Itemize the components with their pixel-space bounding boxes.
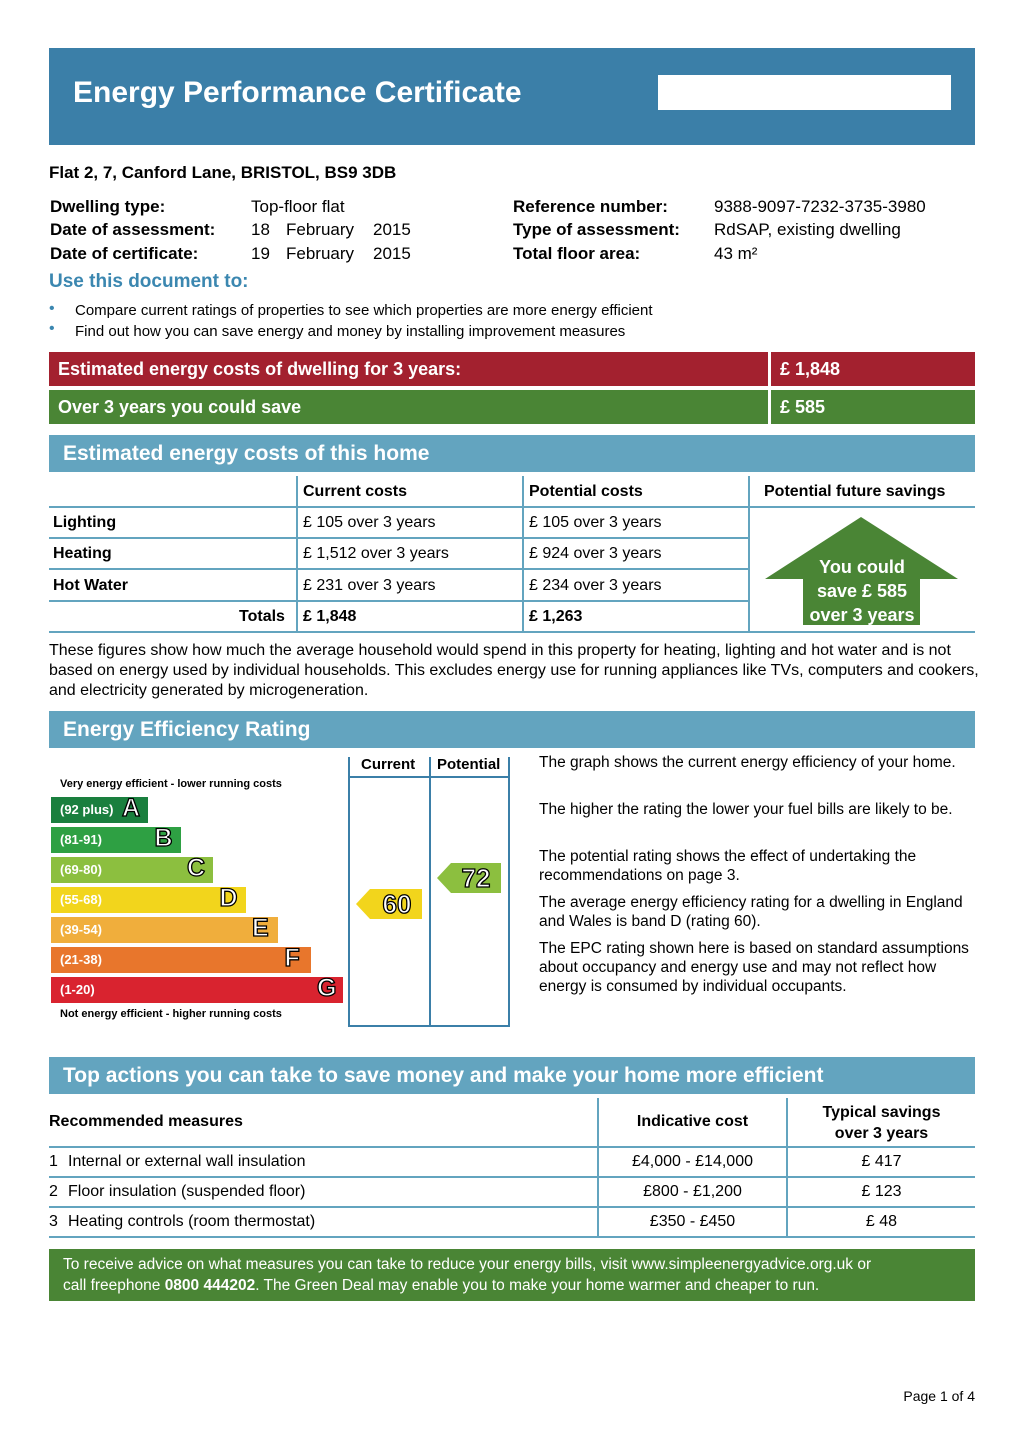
savings-arrow-line-2: save £ 585 xyxy=(816,581,908,601)
rating-explanation-5: The EPC rating shown here is based on standard assumptions about occupancy and energy use and may not reflect how energy is consumed by individual occupants. xyxy=(539,940,969,995)
col-recommended-measures: Recommended measures xyxy=(49,1113,243,1130)
divider xyxy=(49,600,749,602)
current-rating-value: 60 xyxy=(382,889,412,919)
rating-band-range: (1-20) xyxy=(60,982,95,997)
lighting-current: £ 105 over 3 years xyxy=(303,514,436,531)
rating-band-letter: B xyxy=(154,824,173,852)
costs-note: These figures show how much the average household would spend in this property for heating, lighting and hot water and is not based on energy used by individual households. This excludes energy use for running appliances like TVs, computers and cookers, and electricity generated by microgeneration. xyxy=(49,642,979,699)
divider xyxy=(49,1206,975,1208)
certificate-date-month: February xyxy=(286,244,355,263)
rating-explanation-4: The average energy efficiency rating for a dwelling in England and Wales is band D (rating 60). xyxy=(539,894,963,930)
certificate-date-day: 19 xyxy=(251,244,270,263)
rating-explanation-3: The potential rating shows the effect of undertaking the recommendations on page 3. xyxy=(539,848,917,884)
measure-cost: £350 - £450 xyxy=(649,1213,736,1230)
col-typical-savings xyxy=(788,1102,975,1144)
heating-current: £ 1,512 over 3 years xyxy=(303,545,449,562)
rating-explanation-2: The higher the rating the lower your fuel bills are likely to be. xyxy=(539,801,953,818)
use-document-title: Use this document to: xyxy=(49,271,249,292)
divider xyxy=(748,476,750,632)
rating-band-letter: D xyxy=(219,884,238,912)
divider xyxy=(49,1236,975,1238)
bullet-icon: • xyxy=(49,300,55,317)
measure-saving: £ 123 xyxy=(861,1183,902,1200)
rating-band-letter: E xyxy=(252,914,269,942)
advice-line-2 xyxy=(63,1275,961,1296)
measure-saving: £ 417 xyxy=(861,1153,902,1170)
measure-name: Heating controls (room thermostat) xyxy=(68,1213,316,1230)
divider xyxy=(49,568,749,570)
hot-water-potential: £ 234 over 3 years xyxy=(529,577,662,594)
potential-rating-value: 72 xyxy=(461,863,491,893)
dwelling-type-value: Top-floor flat xyxy=(251,197,345,216)
col-typical-savings-line-2: over 3 years xyxy=(834,1125,929,1142)
measure-cost: £4,000 - £14,000 xyxy=(632,1153,753,1170)
header-blank-box xyxy=(658,75,951,110)
col-potential-savings: Potential future savings xyxy=(764,483,946,500)
totals-label: Totals xyxy=(239,608,285,625)
col-typical-savings-line-1: Typical savings xyxy=(822,1104,941,1121)
divider xyxy=(49,631,975,633)
rating-col-potential: Potential xyxy=(437,756,501,773)
rating-band-range: (81-91) xyxy=(60,832,102,847)
rating-band-range: (21-38) xyxy=(60,952,102,967)
col-current-costs: Current costs xyxy=(303,483,408,500)
bullet-icon: • xyxy=(49,320,55,337)
actions-section-title: Top actions you can take to save money and make your home more efficient xyxy=(49,1057,975,1094)
assessment-type-value: RdSAP, existing dwelling xyxy=(714,220,901,239)
measure-name: Internal or external wall insulation xyxy=(68,1153,306,1170)
divider xyxy=(49,537,749,539)
savings-value: £ 585 xyxy=(771,390,975,424)
savings-label: Over 3 years you could save xyxy=(49,390,768,424)
page-title: Energy Performance Certificate xyxy=(73,76,522,109)
rating-band-range: (69-80) xyxy=(60,862,102,877)
floor-area-label: Total floor area: xyxy=(513,244,641,263)
rating-top-note: Very energy efficient - lower running costs xyxy=(60,778,282,790)
freephone-number: 0800 444202 xyxy=(164,1277,256,1294)
rating-band-range: (39-54) xyxy=(60,922,102,937)
use-bullet-2: Find out how you can save energy and money by installing improvement measures xyxy=(75,323,626,340)
assessment-date-day: 18 xyxy=(251,220,270,239)
measure-number: 2 xyxy=(49,1183,58,1200)
estimated-cost-label: Estimated energy costs of dwelling for 3 years: xyxy=(49,352,768,386)
assessment-date-label: Date of assessment: xyxy=(50,220,216,239)
col-potential-costs: Potential costs xyxy=(529,483,643,500)
rating-band-letter: G xyxy=(317,974,337,1002)
rating-band-range: (55-68) xyxy=(60,892,102,907)
savings-arrow-line-3: over 3 years xyxy=(809,605,915,625)
dwelling-type-label: Dwelling type: xyxy=(50,197,166,216)
divider xyxy=(49,1176,975,1178)
rating-col-current: Current xyxy=(361,756,416,773)
divider xyxy=(348,776,510,778)
divider xyxy=(429,757,431,1027)
measure-cost: £800 - £1,200 xyxy=(643,1183,742,1200)
costs-section-title: Estimated energy costs of this home xyxy=(49,435,975,472)
row-label-heating: Heating xyxy=(53,545,112,562)
rating-band-g xyxy=(51,977,343,1003)
measure-number: 3 xyxy=(49,1213,58,1230)
advice-line-1: To receive advice on what measures you can take to reduce your energy bills, visit www.simpleenergyadvice.org.uk or xyxy=(63,1256,872,1273)
totals-current: £ 1,848 xyxy=(303,608,357,625)
rating-explanation-1: The graph shows the current energy efficiency of your home. xyxy=(539,754,956,771)
measure-name: Floor insulation (suspended floor) xyxy=(68,1183,306,1200)
assessment-type-label: Type of assessment: xyxy=(513,220,680,239)
divider xyxy=(348,757,350,1027)
divider xyxy=(49,1146,975,1148)
lighting-potential: £ 105 over 3 years xyxy=(529,514,662,531)
divider xyxy=(49,506,975,508)
use-bullet-1: Compare current ratings of properties to see which properties are more energy efficient xyxy=(75,302,653,319)
row-label-lighting: Lighting xyxy=(53,514,117,531)
rating-section-title: Energy Efficiency Rating xyxy=(49,711,975,748)
assessment-date-month: February xyxy=(286,220,355,239)
rating-bottom-note: Not energy efficient - higher running costs xyxy=(60,1008,282,1020)
certificate-date-year: 2015 xyxy=(373,244,411,263)
rating-band-range: (92 plus) xyxy=(60,802,114,817)
estimated-cost-value: £ 1,848 xyxy=(771,352,975,386)
heating-potential: £ 924 over 3 years xyxy=(529,545,662,562)
savings-arrow-text xyxy=(762,555,962,627)
divider xyxy=(296,476,298,632)
property-address: Flat 2, 7, Canford Lane, BRISTOL, BS9 3DB xyxy=(49,163,397,182)
col-indicative-cost: Indicative cost xyxy=(636,1113,749,1130)
hot-water-current: £ 231 over 3 years xyxy=(303,577,436,594)
measure-number: 1 xyxy=(49,1153,58,1170)
rating-band-letter: F xyxy=(284,944,300,972)
row-label-hot-water: Hot Water xyxy=(53,577,128,594)
rating-band-letter: A xyxy=(122,794,141,822)
divider xyxy=(522,476,524,632)
advice-line-2-pre: call freephone xyxy=(63,1277,165,1294)
measure-saving: £ 48 xyxy=(865,1213,898,1230)
reference-number-value: 9388-9097-7232-3735-3980 xyxy=(714,197,926,216)
certificate-date-label: Date of certificate: xyxy=(50,244,199,263)
page-number: Page 1 of 4 xyxy=(903,1388,975,1404)
assessment-date-year: 2015 xyxy=(373,220,411,239)
floor-area-value: 43 m² xyxy=(714,244,758,263)
advice-line-2-post: . The Green Deal may enable you to make your home warmer and cheaper to run. xyxy=(255,1277,820,1294)
rating-band-letter: C xyxy=(187,854,206,882)
advice-banner xyxy=(49,1249,975,1301)
totals-potential: £ 1,263 xyxy=(529,608,583,625)
reference-number-label: Reference number: xyxy=(513,197,668,216)
savings-arrow-line-1: You could xyxy=(819,557,905,577)
